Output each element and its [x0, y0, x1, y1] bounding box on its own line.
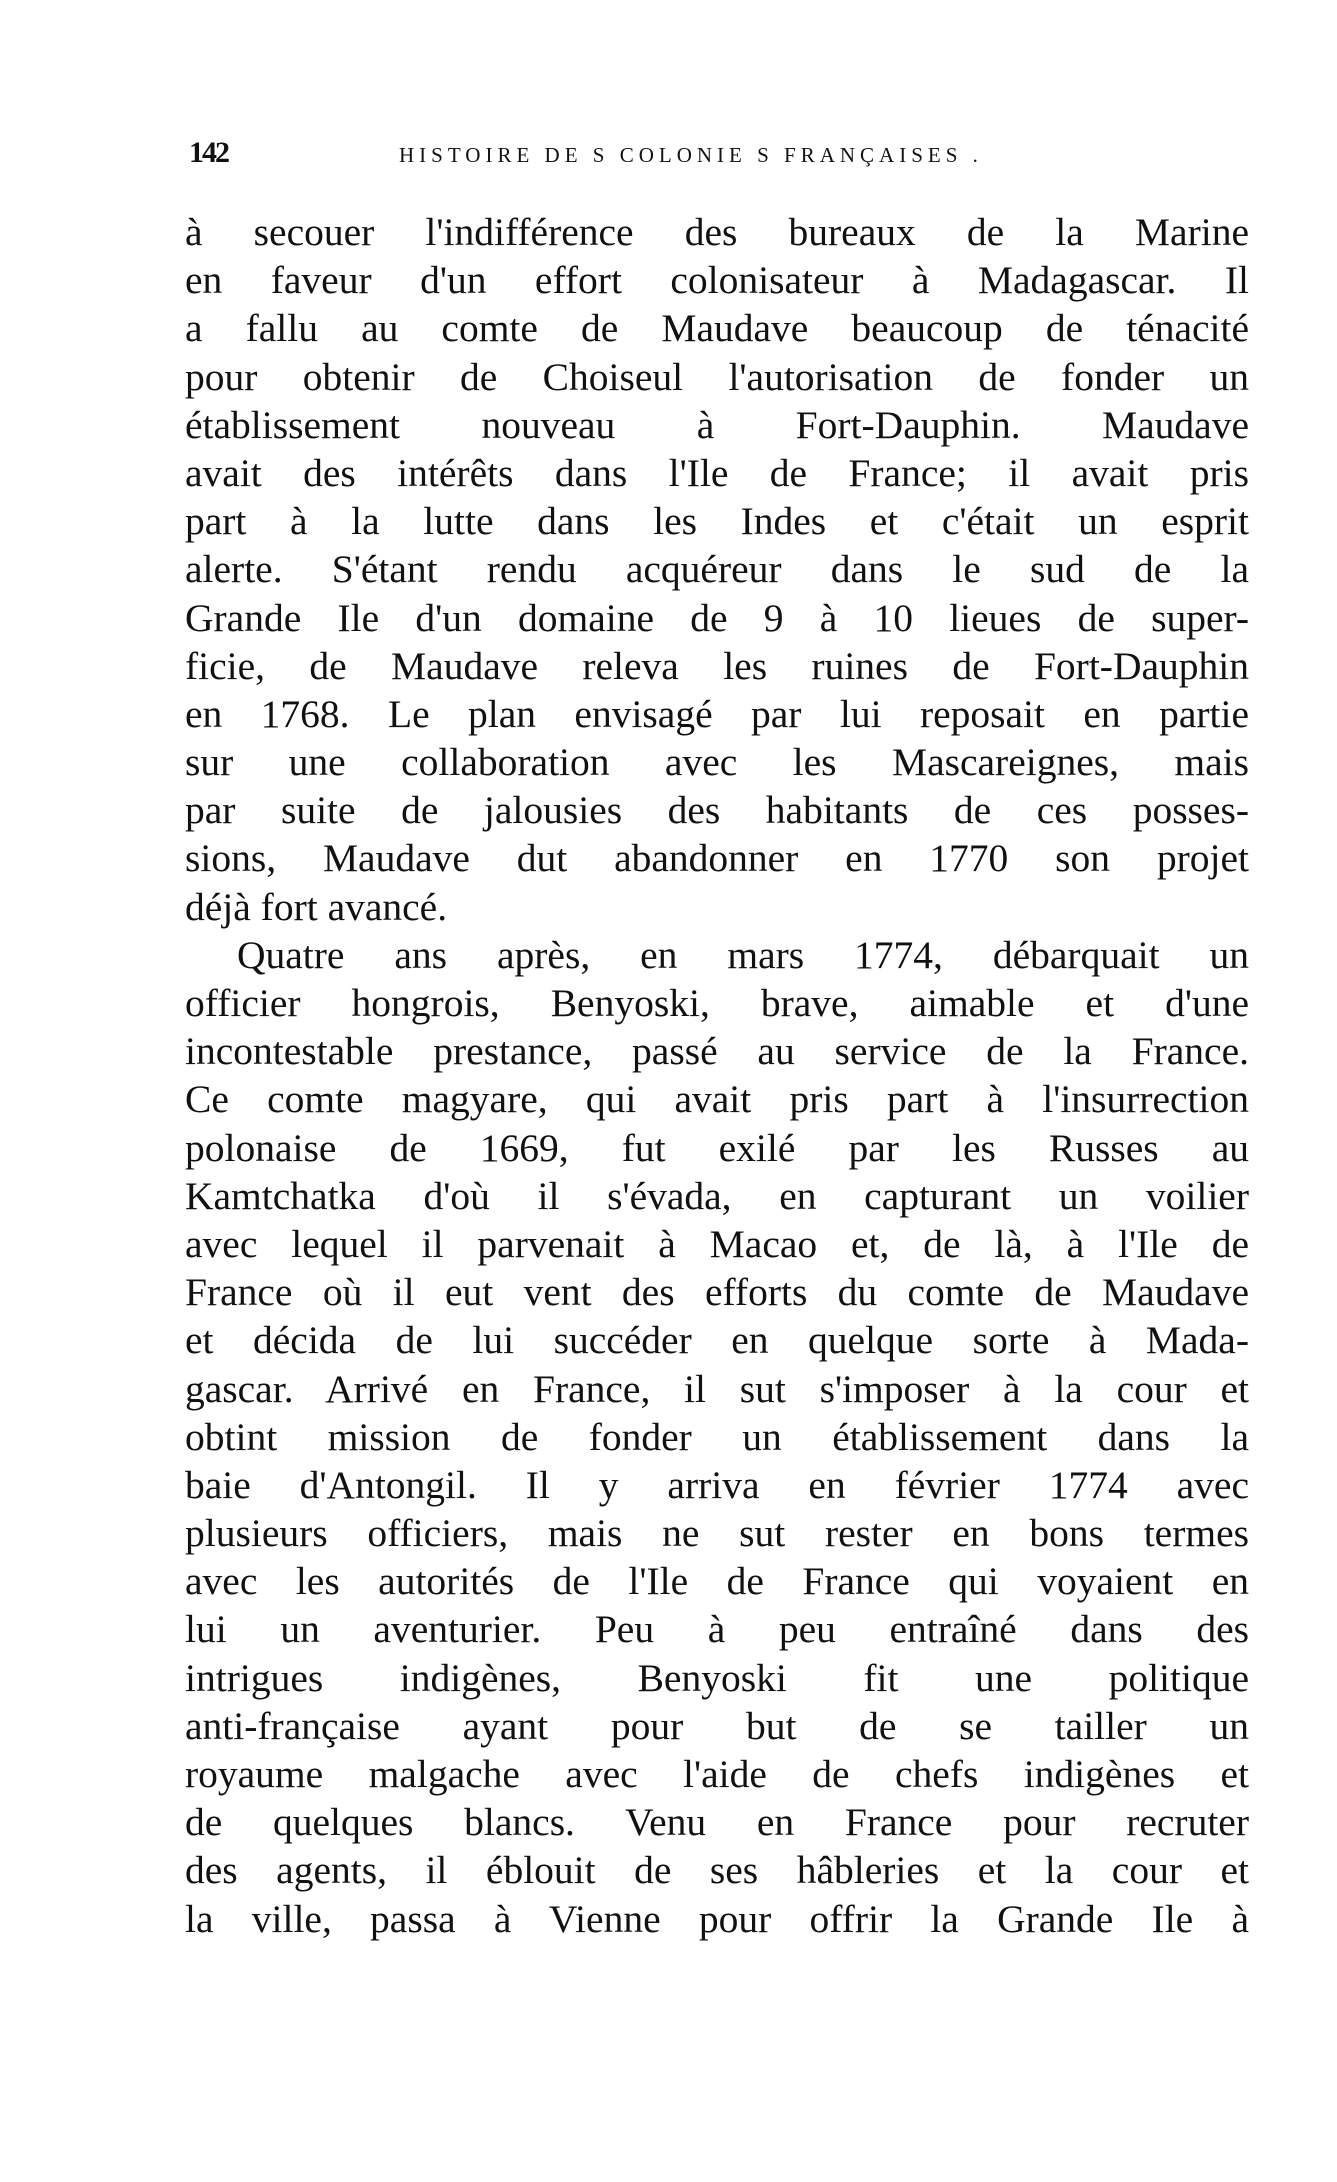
text-line: anti-française ayant pour but de se tailler un — [185, 1703, 1249, 1748]
text-line: ficie, de Maudave releva les ruines de Fort-Dauphin — [185, 643, 1249, 688]
body-text — [185, 208, 1249, 1943]
text-line: royaume malgache avec l'aide de chefs indigènes et — [185, 1752, 1249, 1796]
text-line: a fallu au comte de Maudave beaucoup de ténacité — [185, 306, 1249, 351]
text-line: baie d'Antongil. Il y arriva en février 1774 avec — [185, 1462, 1249, 1507]
text-line: pour obtenir de Choiseul l'autorisation de fonder un — [185, 354, 1249, 399]
text-line: avec les autorités de l'Ile de France qui voyaient en — [185, 1559, 1249, 1604]
text-line: France où il eut vent des efforts du comte de Maudave — [185, 1270, 1249, 1315]
text-line: avait des intérêts dans l'Ile de France; il avait pris — [185, 450, 1249, 495]
text-line: Grande Ile d'un domaine de 9 à 10 lieues de super- — [185, 595, 1249, 640]
paragraph-2 — [185, 931, 1249, 1943]
text-line: à secouer l'indifférence des bureaux de la Marine — [185, 210, 1249, 254]
text-line: obtint mission de fonder un établissement dans la — [185, 1414, 1249, 1459]
text-line: incontestable prestance, passé au service de la France. — [185, 1029, 1249, 1074]
text-line: lui un aventurier. Peu à peu entraîné dans des — [185, 1607, 1249, 1652]
text-line: part à la lutte dans les Indes et c'était un esprit — [185, 499, 1249, 544]
text-line: et décida de lui succéder en quelque sorte à Mada- — [185, 1318, 1249, 1363]
text-line: plusieurs officiers, mais ne sut rester en bons termes — [185, 1511, 1249, 1556]
text-line: gascar. Arrivé en France, il sut s'imposer à la cour et — [185, 1366, 1249, 1411]
page-number: 142 — [189, 136, 228, 169]
text-line: Kamtchatka d'où il s'évada, en capturant un voilier — [185, 1173, 1249, 1218]
text-line: avec lequel il parvenait à Macao et, de là, à l'Ile de — [185, 1221, 1249, 1266]
text-line: en faveur d'un effort colonisateur à Madagascar. Il — [185, 258, 1249, 303]
text-line: des agents, il éblouit de ses hâbleries et la cour et — [185, 1848, 1249, 1893]
text-line: la ville, passa à Vienne pour offrir la Grande Ile à — [185, 1896, 1249, 1941]
text-line: de quelques blancs. Venu en France pour recruter — [185, 1800, 1249, 1845]
text-line: établissement nouveau à Fort-Dauphin. Maudave — [185, 402, 1249, 447]
page-header — [189, 136, 1249, 176]
text-line: Quatre ans après, en mars 1774, débarquait un — [237, 932, 1249, 977]
text-line: Ce comte magyare, qui avait pris part à l'insurrection — [185, 1077, 1249, 1122]
text-line: polonaise de 1669, fut exilé par les Russes au — [185, 1125, 1249, 1170]
paragraph-1 — [185, 208, 1249, 931]
text-line: sur une collaboration avec les Mascareignes, mais — [185, 740, 1249, 785]
text-line: en 1768. Le plan envisagé par lui reposait en partie — [185, 691, 1249, 736]
text-line: intrigues indigènes, Benyoski fit une politique — [185, 1655, 1249, 1700]
text-line: déjà fort avancé. — [185, 884, 448, 929]
text-line: par suite de jalousies des habitants de ces posses- — [185, 788, 1249, 833]
text-line: sions, Maudave dut abandonner en 1770 son projet — [185, 836, 1249, 881]
running-title: HISTOIRE DE S COLONIE S FRANÇAISES . — [399, 143, 983, 167]
text-line: alerte. S'étant rendu acquéreur dans le sud de la — [185, 547, 1249, 592]
text-line: officier hongrois, Benyoski, brave, aimable et d'une — [185, 981, 1249, 1025]
